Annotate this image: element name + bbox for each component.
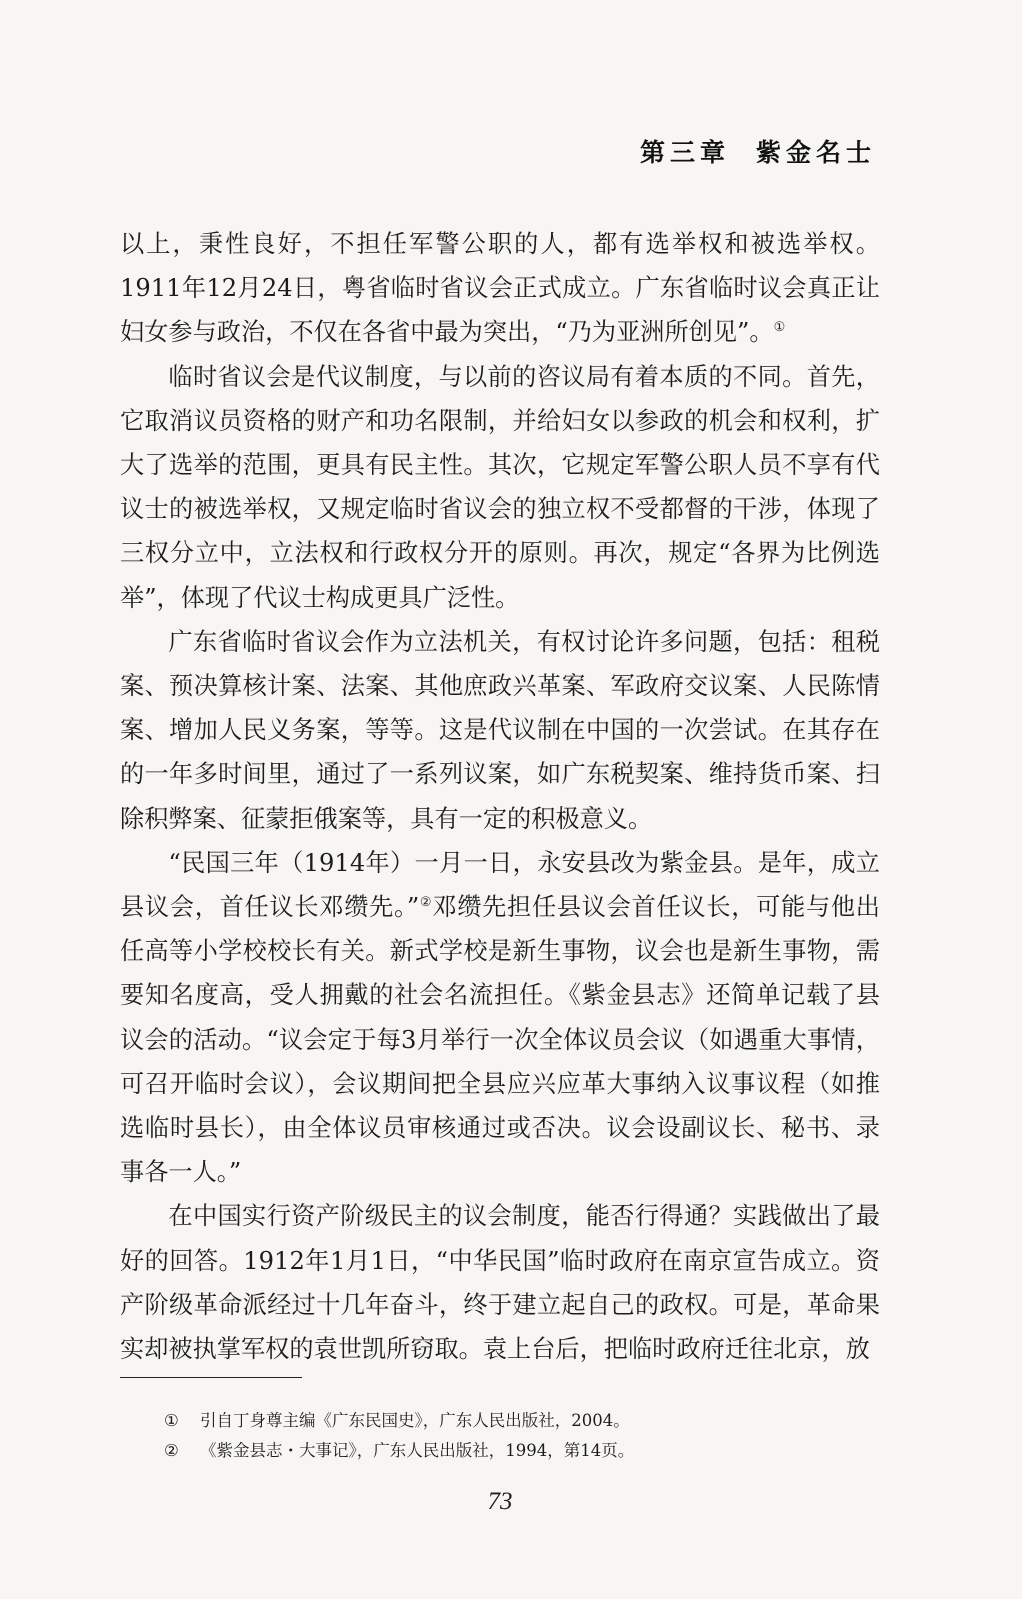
paragraph	[120, 222, 880, 355]
paragraph-text: 临时省议会是代议制度，与以前的咨议局有着本质的不同。首先，它取消议员资格的财产和功名限制，并给妇女以参政的机会和权利，扩大了选举的范围，更具有民主性。其次，它规定军警公职人员不享有代议士的被选举权，又规定临时省议会的独立权不受都督的干涉，体现了三权分立中，立法权和行政权分开的原则。再次，规定“各界为比例选举”，体现了代议士构成更具广泛性。	[120, 362, 880, 612]
paragraph-text: 在中国实行资产阶级民主的议会制度，能否行得通？实践做出了最好的回答。1912年1月1日，“中华民国”临时政府在南京宣告成立。资产阶级革命派经过十几年奋斗，终于建立起自己的政权。可是，革命果实却被执掌军权的袁世凯所窃取。袁上台后，把临时政府迁往北京，放	[120, 1202, 880, 1364]
page-number: 73	[487, 1488, 513, 1515]
paragraph-text: “民国三年（1914年）一月一日，永安县改为紫金县。是年，成立县议会，首任议长邓缵先。”	[120, 848, 880, 922]
footnotes	[164, 1406, 864, 1466]
paragraph-text: 广东省临时省议会作为立法机关，有权讨论许多问题，包括：租税案、预决算核计案、法案、其他庶政兴革案、军政府交议案、人民陈情案、增加人民义务案，等等。这是代议制在中国的一次尝试。在其存在的一年多时间里，通过了一系列议案，如广东税契案、维持货币案、扫除积弊案、征蒙拒俄案等，具有一定的积极意义。	[120, 627, 880, 833]
footnote-divider	[120, 1377, 302, 1378]
paragraph-text: 以上，秉性良好，不担任军警公职的人，都有选举权和被选举权。1911年12月24日，粤省临时省议会正式成立。广东省临时议会真正让妇女参与政治，不仅在各省中最为突出，“乃为亚洲所创见”。	[120, 230, 880, 347]
chapter-title: 紫金名士	[755, 138, 876, 167]
chapter-number: 第三章	[639, 138, 730, 167]
paragraph	[120, 355, 880, 620]
footnote-ref: ①	[773, 320, 786, 336]
paragraph	[120, 620, 880, 841]
footnote-text: 《紫金县志・大事记》，广东人民出版社，1994，第14页。	[200, 1441, 635, 1460]
footnote	[164, 1436, 864, 1466]
footnote-mark: ②	[164, 1441, 179, 1460]
paragraph	[120, 841, 880, 1195]
running-header	[640, 133, 876, 169]
paragraph-text-after: 邓缵先担任县议会首任议长，可能与他出任高等小学校校长有关。新式学校是新生事物，议会也是新生事物，需要知名度高，受人拥戴的社会名流担任。《紫金县志》还简单记载了县议会的活动。“议会定于每3月举行一次全体议员会议（如遇重大事情，可召开临时会议），会议期间把全县应兴应革大事纳入议事议程（如推选临时县长），由全体议员审核通过或否决。议会设副议长、秘书、录事各一人。”	[120, 893, 880, 1187]
body-text	[120, 222, 880, 1371]
footnote-ref: ②	[419, 895, 433, 911]
paragraph	[120, 1194, 880, 1371]
footnote-mark: ①	[164, 1411, 179, 1430]
footnote-text: 引自丁身尊主编《广东民国史》，广东人民出版社，2004。	[200, 1411, 630, 1430]
footnote	[164, 1406, 864, 1436]
